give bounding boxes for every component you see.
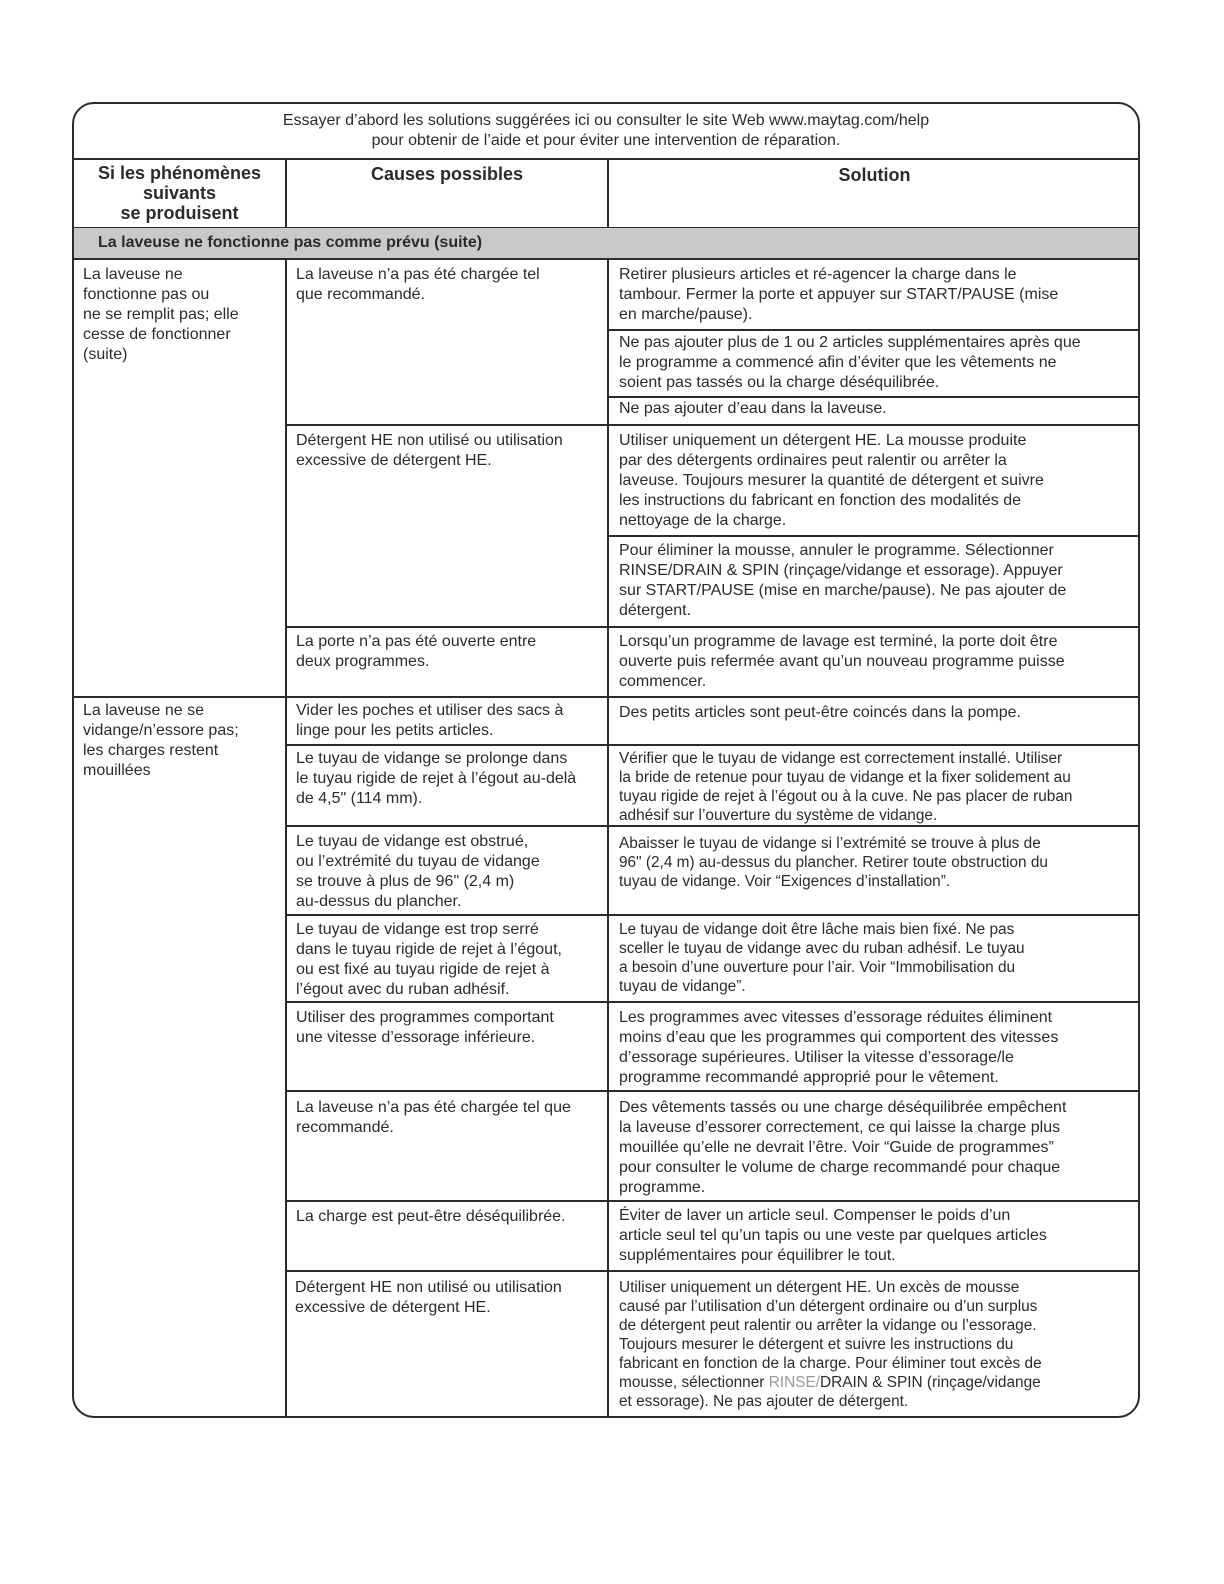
text-line: commencer. [619,673,707,690]
text-line: ne se remplit pas; elle [83,306,239,323]
text-line: mouillées [83,762,151,779]
text-run: mousse, sélectionner [619,1374,769,1391]
text-line: tuyau de vidange. Voir “Exigences d’installation”. [619,873,951,890]
cause-cell [296,920,562,1000]
text-line: Des petits articles sont peut-être coincés dans la pompe. [619,704,1021,721]
banner-line: Essayer d’abord les solutions suggérées ici ou consulter le site Web www.maytag.com/help [282,112,930,129]
text-line: la laveuse d’essorer correctement, ce qui laisse la charge plus [619,1119,1061,1136]
solution-cell [619,265,1058,325]
banner-divider [74,158,1138,160]
header-line: se produisent [120,203,239,223]
text-line: supplémentaires pour équilibrer le tout. [619,1247,896,1264]
text-line: tuyau rigide de rejet à l’égout ou à la cuve. Ne pas placer de ruban [619,788,1073,805]
text-line: sceller le tuyau de vidange avec du ruban adhésif. Le tuyau [619,940,1025,957]
text-line: d’essorage supérieures. Utiliser la vitesse d’essorage/le [619,1049,1014,1066]
text-line: La charge est peut-être déséquilibrée. [296,1208,566,1225]
table-banner [74,104,1138,158]
text-line: mouillée qu’elle ne devrait l’être. Voir “Guide de programmes” [619,1139,1054,1156]
text-line: Les programmes avec vitesses d’essorage réduites éliminent [619,1009,1053,1026]
text-line: Pour éliminer la mousse, annuler le programme. Sélectionner [619,542,1054,559]
row-divider [607,329,1140,331]
text-line: recommandé. [296,1119,394,1136]
text-line: détergent. [619,602,692,619]
text-line: Le tuyau de vidange doit être lâche mais bien fixé. Ne pas [619,921,1015,938]
text-line: programme recommandé approprié pour le vêtement. [619,1069,999,1086]
text-line: ouverte puis refermée avant qu’un nouveau programme puisse [619,653,1065,670]
text-line: ou est fixé au tuyau rigide de rejet à [296,961,550,978]
solution-cell [619,431,1044,531]
text-line: a besoin d’une ouverture pour l’air. Voir “Immobilisation du [619,959,1016,976]
text-line: La laveuse ne [83,266,183,283]
cause-cell [296,1008,554,1048]
text-line: dans le tuyau rigide de rejet à l’égout, [296,941,562,958]
header-line: Si les phénomènes [97,163,262,183]
header-line: suivants [142,183,217,203]
text-line: que recommandé. [296,286,425,303]
text-line: causé par l’utilisation d’un détergent ordinaire ou d’un surplus [619,1298,1038,1315]
text-line: Utiliser uniquement un détergent HE. Un excès de mousse [619,1279,1020,1296]
text-line: tambour. Fermer la porte et appuyer sur START/PAUSE (mise [619,286,1059,303]
row-divider [607,535,1140,537]
header-phenomena [74,163,285,223]
solution-cell [619,1008,1058,1088]
text-line: la bride de retenue pour tuyau de vidange et la fixer solidement au [619,769,1071,786]
row-divider [285,1001,1140,1003]
text-line: tuyau de vidange”. [619,978,746,995]
text-line: au-dessus du plancher. [296,893,462,910]
solution-cell [619,399,887,419]
row-divider [74,696,1138,698]
solution-cell [619,920,1025,996]
text-line: RINSE/DRAIN & SPIN (rinçage/vidange et essorage). Appuyer [619,562,1063,579]
solution-cell [619,834,1048,891]
text-line: Le tuyau de vidange se prolonge dans [296,750,568,767]
text-line: article seul tel qu’un tapis ou une veste par quelques articles [619,1227,1047,1244]
text-line: Retirer plusieurs articles et ré-agencer la charge dans le [619,266,1017,283]
row-divider [285,1090,1140,1092]
text-line: La laveuse n’a pas été chargée tel que [296,1099,571,1116]
solution-cell [619,1278,1042,1411]
solution-cell [619,703,1021,723]
text-line: Vérifier que le tuyau de vidange est correctement installé. Utiliser [619,750,1063,767]
column-divider [285,258,287,1418]
text-line: en marche/pause). [619,306,753,323]
text-line: excessive de détergent HE. [295,1299,491,1316]
row-divider [285,424,1140,426]
row-divider [607,396,1140,398]
text-line: vidange/n’essore pas; [83,722,239,739]
text-line: de détergent peut ralentir ou arrêter la vidange ou l’essorage. [619,1317,1037,1334]
text-line: nettoyage de la charge. [619,512,787,529]
cause-cell [296,1098,571,1138]
text-run-light: RINSE/ [768,1374,821,1391]
problem-cell [83,701,239,781]
text-line: deux programmes. [296,653,430,670]
text-line: Vider les poches et utiliser des sacs à [296,702,564,719]
text-line: sur START/PAUSE (mise en marche/pause). Ne pas ajouter de [619,582,1067,599]
solution-cell [619,541,1066,621]
cause-cell [296,832,540,912]
text-line: La laveuse ne se [83,702,204,719]
text-line: Détergent HE non utilisé ou utilisation [296,432,563,449]
text-line: excessive de détergent HE. [296,452,492,469]
text-line: La laveuse n’a pas été chargée tel [296,266,540,283]
troubleshooting-table [72,102,1140,1418]
text-line: Éviter de laver un article seul. Compenser le poids d’un [619,1207,1011,1224]
banner-line: pour obtenir de l’aide et pour éviter une intervention de réparation. [371,132,841,149]
text-line: linge pour les petits articles. [296,722,494,739]
text-line: programme. [619,1179,706,1196]
text-line: (suite) [83,346,128,363]
solution-cell [619,749,1072,825]
text-line: se trouve à plus de 96" (2,4 m) [296,873,515,890]
text-line: par des détergents ordinaires peut ralentir ou arrêter la [619,452,1007,469]
text-line: adhésif sur l’ouverture du système de vidange. [619,807,938,824]
cause-cell [296,265,540,305]
cause-cell [296,749,576,809]
row-divider [285,825,1140,827]
text-line: Détergent HE non utilisé ou utilisation [295,1279,562,1296]
text-line: Abaisser le tuyau de vidange si l’extrémité se trouve à plus de [619,835,1041,852]
text-run: DRAIN & SPIN (rinçage/vidange [820,1374,1041,1391]
text-line: les instructions du fabricant en fonction des modalités de [619,492,1022,509]
cause-cell [296,701,563,741]
solution-cell [619,333,1081,393]
cause-cell [296,1207,566,1227]
row-divider [285,1200,1140,1202]
section-divider [74,258,1138,260]
text-line: le programme a commencé afin d’éviter que les vêtements ne [619,354,1057,371]
cause-cell [296,431,563,471]
text-line: moins d’eau que les programmes qui comportent des vitesses [619,1029,1059,1046]
row-divider [285,914,1140,916]
text-line: Ne pas ajouter plus de 1 ou 2 articles supplémentaires après que [619,334,1081,351]
text-line: Utiliser uniquement un détergent HE. La mousse produite [619,432,1027,449]
text-line: l’égout avec du ruban adhésif. [296,981,510,998]
text-line: de 4,5" (114 mm). [296,790,423,807]
header-causes: Causes possibles [370,164,524,184]
solution-cell [619,1098,1066,1198]
text-line: cesse de fonctionner [83,326,231,343]
text-line: les charges restent [83,742,219,759]
column-divider [607,258,609,1418]
text-line: Ne pas ajouter d’eau dans la laveuse. [619,400,887,417]
text-line: soient pas tassés ou la charge déséquilibrée. [619,374,940,391]
section-title: La laveuse ne fonctionne pas comme prévu (suite) [74,228,1138,258]
text-line: Le tuyau de vidange est trop serré [296,921,539,938]
text-line: fabricant en fonction de la charge. Pour éliminer tout excès de [619,1355,1042,1372]
solution-cell [619,1206,1047,1266]
row-divider [285,1270,1140,1272]
header-solution: Solution [838,165,911,185]
text-line: une vitesse d’essorage inférieure. [296,1029,536,1046]
text-line: fonctionne pas ou [83,286,210,303]
text-line: pour consulter le volume de charge recommandé pour chaque [619,1159,1061,1176]
text-line: 96" (2,4 m) au-dessus du plancher. Retirer toute obstruction du [619,854,1048,871]
text-line: Des vêtements tassés ou une charge déséquilibrée empêchent [619,1099,1067,1116]
text-line: Utiliser des programmes comportant [296,1009,554,1026]
text-line: et essorage). Ne pas ajouter de détergent. [619,1393,909,1410]
cause-cell [296,632,536,672]
problem-cell [83,265,239,365]
text-line: La porte n’a pas été ouverte entre [296,633,537,650]
solution-cell [619,632,1065,692]
text-line: laveuse. Toujours mesurer la quantité de détergent et suivre [619,472,1044,489]
row-divider [285,744,1140,746]
text-line: Toujours mesurer le détergent et suivre les instructions du [619,1336,1014,1353]
cause-cell [295,1278,562,1318]
text-line: Lorsqu’un programme de lavage est terminé, la porte doit être [619,633,1058,650]
text-line: Le tuyau de vidange est obstrué, [296,833,529,850]
text-line: ou l’extrémité du tuyau de vidange [296,853,540,870]
text-line: le tuyau rigide de rejet à l’égout au-delà [296,770,577,787]
text-line [619,1373,1042,1392]
row-divider [285,626,1140,628]
